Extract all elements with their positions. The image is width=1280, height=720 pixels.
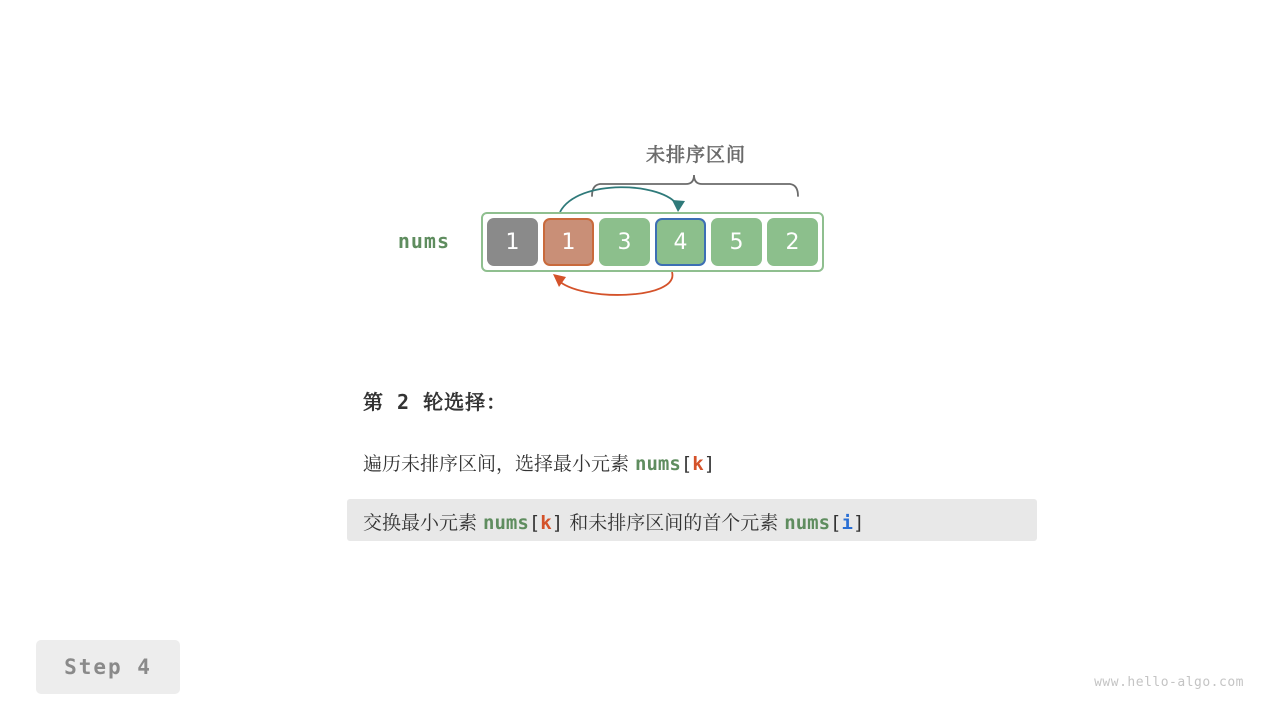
array-cell: 1 xyxy=(487,218,538,266)
diagram-annotations xyxy=(0,0,1280,330)
code-index-k: k xyxy=(540,512,552,534)
bracket-open: [ xyxy=(830,512,842,534)
code-name: nums xyxy=(784,512,831,534)
arrow-teal-head-icon xyxy=(672,200,685,212)
bracket-open: [ xyxy=(528,512,541,534)
arrow-teal-icon xyxy=(560,187,678,212)
bracket-close: ] xyxy=(852,512,865,534)
selection-sort-diagram xyxy=(0,0,1280,330)
arrow-orange-icon xyxy=(558,272,672,295)
code-nums-i xyxy=(784,512,864,534)
array-container xyxy=(481,212,824,272)
array-cell: 3 xyxy=(599,218,650,266)
unsorted-range-label: 未排序区间 xyxy=(645,144,746,166)
instruction-line-2-prefix: 交换最小元素 xyxy=(363,512,484,534)
round-title: 第 2 轮选择： xyxy=(363,390,508,414)
array-cell: 5 xyxy=(711,218,762,266)
bracket-close: ] xyxy=(703,453,716,475)
code-nums-k xyxy=(635,453,715,475)
code-index-k: k xyxy=(692,453,704,475)
code-name: nums xyxy=(635,453,681,475)
instruction-line-1-text: 遍历未排序区间，选择最小元素 xyxy=(363,453,636,475)
instruction-line-2-highlight xyxy=(347,499,1037,541)
instruction-line-2-middle: 和未排序区间的首个元素 xyxy=(563,512,785,534)
code-name: nums xyxy=(483,512,529,534)
bracket-close: ] xyxy=(551,512,564,534)
array-name-label: nums xyxy=(397,229,450,253)
array-cell: 1 xyxy=(543,218,594,266)
instruction-line-1 xyxy=(363,449,715,476)
array-cell: 4 xyxy=(655,218,706,266)
code-nums-k-2 xyxy=(483,512,563,534)
array-cell: 2 xyxy=(767,218,818,266)
code-index-i: i xyxy=(841,512,853,534)
watermark: www.hello-algo.com xyxy=(1094,675,1244,690)
step-badge: Step 4 xyxy=(36,640,180,694)
instruction-line-2 xyxy=(363,508,864,535)
bracket-icon xyxy=(592,175,798,196)
bracket-open: [ xyxy=(680,453,693,475)
